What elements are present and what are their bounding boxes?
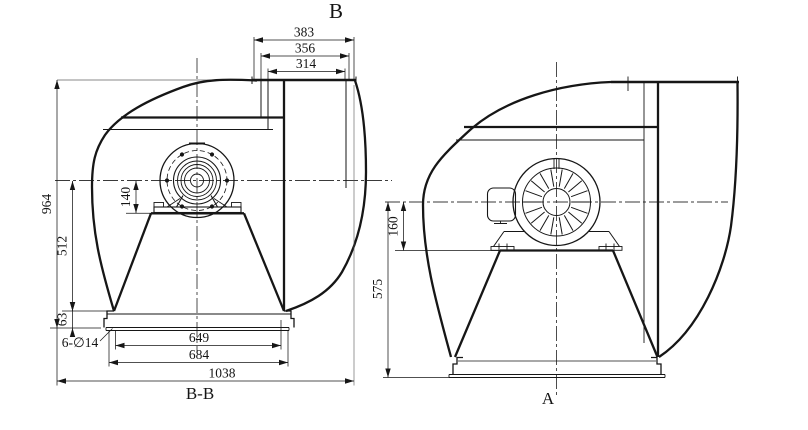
dim-label-1038: 1038 — [208, 365, 236, 381]
section-view-b-b — [50, 37, 392, 386]
base-foot-right-right — [651, 358, 661, 375]
outlet-duct-right — [611, 77, 739, 358]
base-frame-right — [449, 358, 665, 378]
bearing-assembly — [154, 144, 241, 218]
volute-casing-right — [423, 82, 738, 357]
side-view-a — [383, 62, 739, 396]
view-arrow-label-b: B — [328, 0, 344, 23]
dim-label-160: 160 — [385, 216, 401, 237]
base-foot-left — [104, 311, 114, 328]
volute-outer-curve-left — [92, 80, 257, 311]
dim-label-964: 964 — [39, 193, 54, 215]
pedestal-left — [114, 213, 284, 311]
dim-label-140: 140 — [118, 186, 133, 208]
base-frame-left — [104, 311, 294, 331]
pedestal-slant-right — [244, 213, 284, 311]
motor-terminal-box — [488, 188, 516, 221]
centerlines-right — [385, 62, 728, 396]
dim-label-63: 63 — [54, 312, 70, 327]
bracket-base-plate — [154, 207, 241, 213]
motor — [488, 159, 623, 251]
dim-label-383: 383 — [293, 24, 315, 40]
pedestal-slant-left — [114, 213, 151, 311]
dim-label-649: 649 — [188, 330, 210, 345]
volute-right-wall-right — [659, 83, 738, 357]
dim-label-575: 575 — [370, 278, 385, 300]
bracket-tab-left — [154, 203, 164, 208]
outlet-duct-left — [252, 77, 356, 189]
dim-label-684: 684 — [188, 347, 210, 362]
base-foot-right — [284, 311, 294, 328]
dim-label-314: 314 — [295, 56, 317, 71]
pedestal-slant-right-right — [613, 251, 658, 358]
label-foundation-holes: 6-∅14 — [61, 335, 99, 350]
caption-section-bb: B-B — [185, 384, 215, 403]
dim-label-356: 356 — [294, 40, 316, 56]
drawing-labels — [39, 0, 555, 408]
pedestal-slant-left-right — [455, 251, 500, 358]
dim-label-512: 512 — [54, 235, 70, 257]
base-foot-left-right — [453, 358, 463, 375]
volute-casing-left — [92, 80, 366, 311]
caption-view-a: A — [541, 389, 555, 408]
bracket-tab-right — [232, 203, 242, 208]
